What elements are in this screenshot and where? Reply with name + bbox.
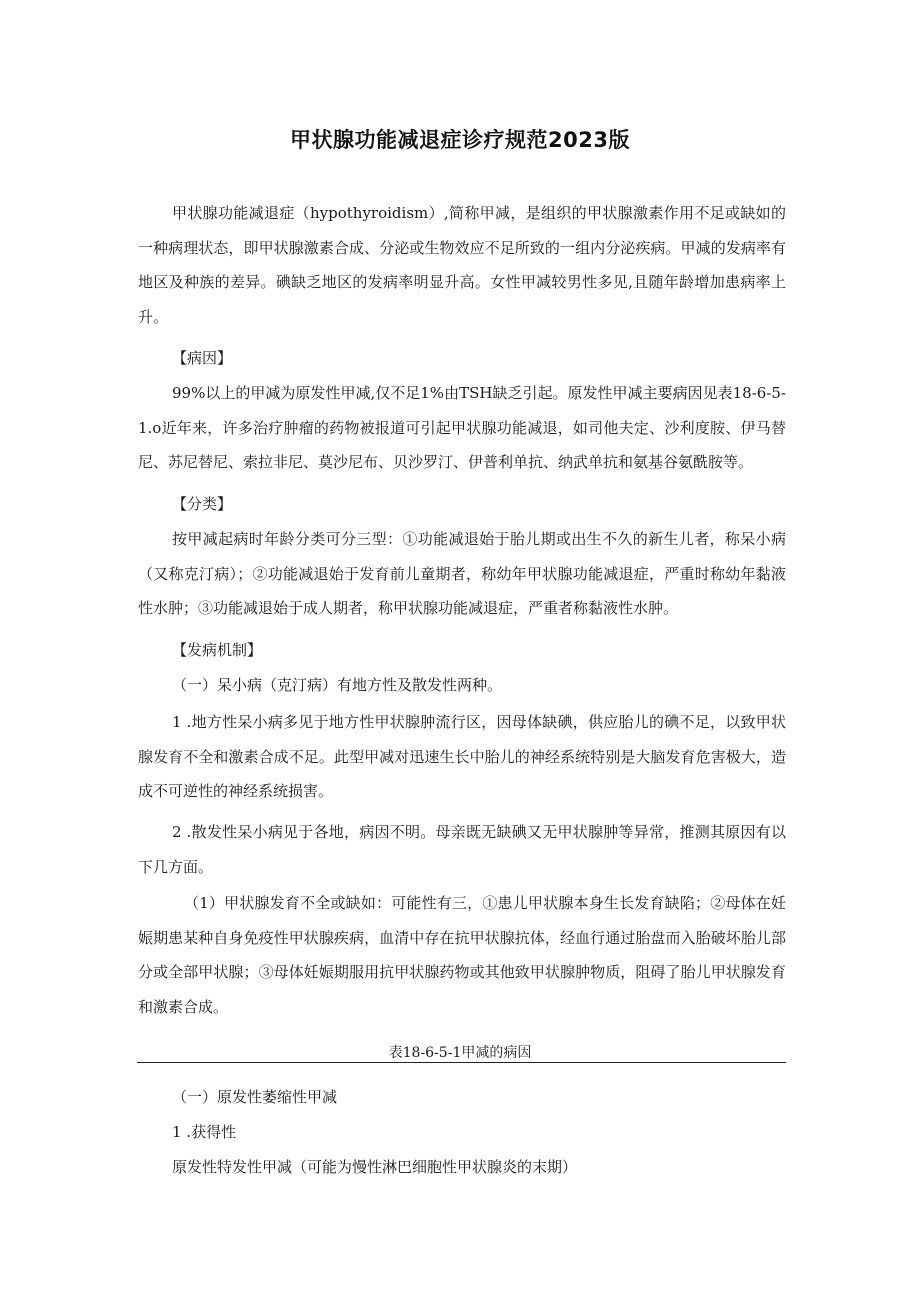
table-caption: 表18-6-5-1甲减的病因 — [388, 1045, 532, 1061]
table-top-rule — [137, 1062, 786, 1063]
etiology-paragraph: 99%以上的甲减为原发性甲减,仅不足1%由TSH缺乏引起。原发性甲减主要病因见表18-6-5-1.o近年来，许多治疗肿瘤的药物被报道可引起甲状腺功能减退，如司他夫定、沙利度胺、伊马替尼、苏尼替尼、索拉非尼、莫沙尼布、贝沙罗汀、伊普利单抗、纳武单抗和氨基谷氨酰胺等。 — [138, 384, 786, 471]
table-row: 1 .获得性 — [172, 1123, 237, 1141]
pathogenesis-point2: 2 .散发性呆小病见于各地，病因不明。母亲既无缺碘又无甲状腺肿等异常，推测其原因有以下几方面。 — [138, 823, 786, 876]
table-row: 原发性特发性甲减（可能为慢性淋巴细胞性甲状腺炎的末期） — [172, 1158, 578, 1176]
intro-paragraph: 甲状腺功能减退症（hypothyroidism）,简称甲减，是组织的甲状腺激素作用不足或缺如的一种病理状态，即甲状腺激素合成、分泌或生物效应不足所致的一组内分泌疾病。甲减的发病率有地区及种族的差异。碘缺乏地区的发病率明显升高。女性甲减较男性多见,且随年龄增加患病率上升。 — [138, 204, 786, 326]
pathogenesis-point1: 1 .地方性呆小病多见于地方性甲状腺肿流行区，因母体缺碘，供应胎儿的碘不足，以致甲状腺发育不全和激素合成不足。此型甲减对迅速生长中胎儿的神经系统特别是大脑发育危害极大，造成不可逆性的神经系统损害。 — [138, 713, 786, 800]
heading-etiology: 【病因】 — [172, 349, 233, 367]
pathogenesis-sub1: （一）呆小病（克汀病）有地方性及散发性两种。 — [172, 676, 503, 694]
heading-classification: 【分类】 — [172, 495, 233, 513]
pathogenesis-point2-1: （1）甲状腺发育不全或缺如：可能性有三，①患儿甲状腺本身生长发育缺陷；②母体在妊娠期患某种自身免疫性甲状腺疾病，血清中存在抗甲状腺抗体，经血行通过胎盘而入胎破坏胎儿部分或全部甲状腺；③母体妊娠期服用抗甲状腺药物或其他致甲状腺肿物质，阻碍了胎儿甲状腺发育和激素合成。 — [138, 894, 786, 1016]
document-title: 甲状腺功能减退症诊疗规范2023版 — [290, 128, 630, 152]
classification-paragraph: 按甲减起病时年龄分类可分三型：①功能减退始于胎儿期或出生不久的新生儿者，称呆小病（又称克汀病）；②功能减退始于发育前儿童期者，称幼年甲状腺功能减退症，严重时称幼年黏液性水肿；③功能减退始于成人期者，称甲状腺功能减退症，严重者称黏液性水肿。 — [138, 530, 786, 617]
table-row: （一）原发性萎缩性甲减 — [172, 1088, 338, 1106]
heading-pathogenesis: 【发病机制】 — [172, 641, 263, 659]
